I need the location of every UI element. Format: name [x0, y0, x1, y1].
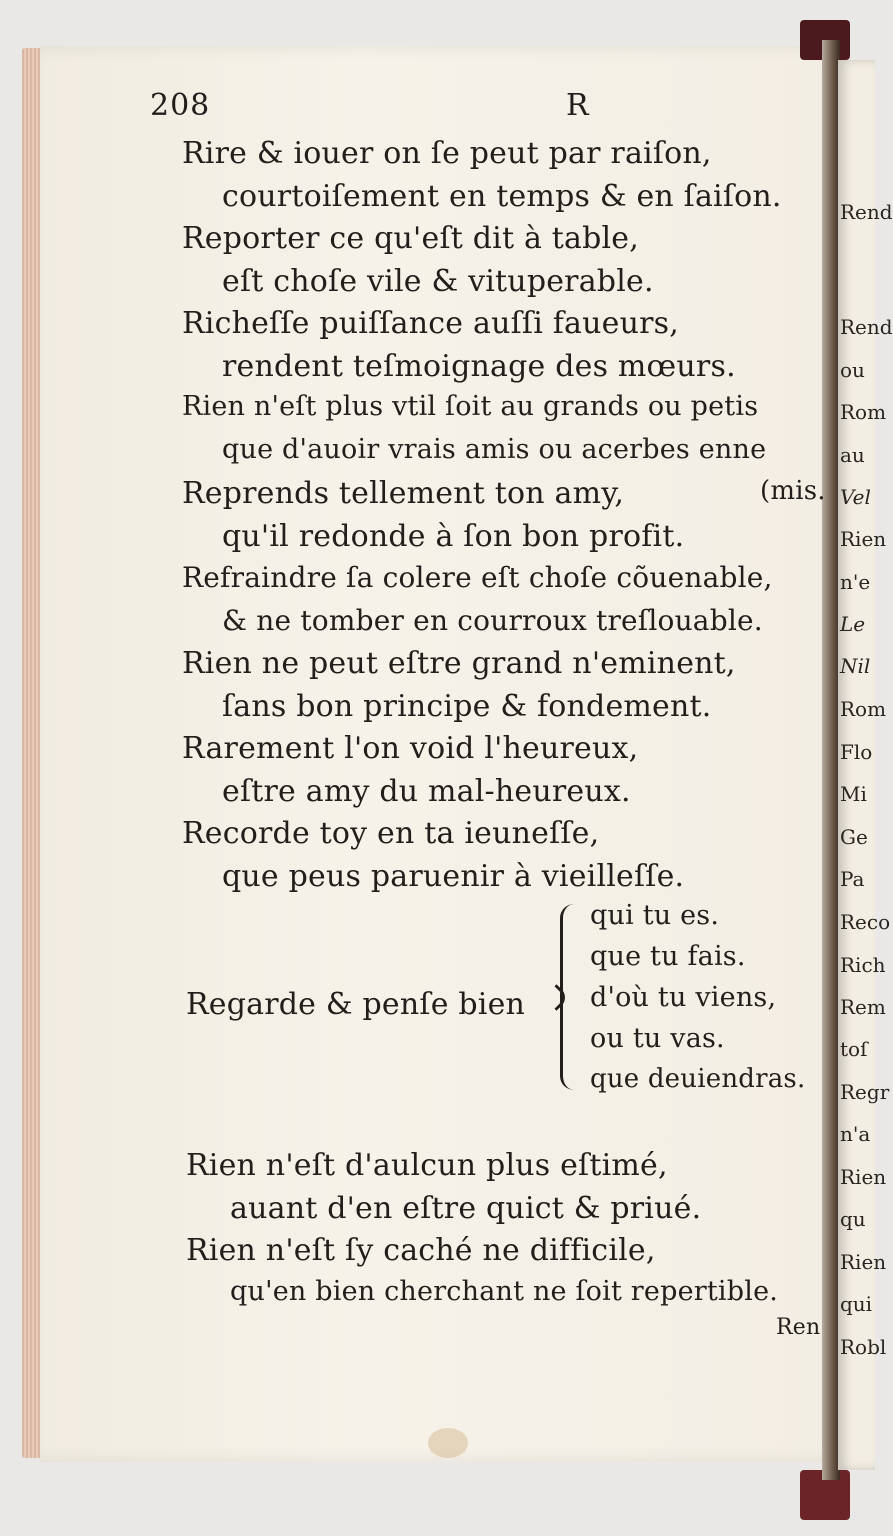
section-letter: R	[566, 88, 590, 123]
facing-fragment: Reco	[840, 910, 891, 934]
facing-fragment: Rend	[840, 315, 893, 339]
verse-line: Rien n'eſt d'aulcun plus eſtimé,	[186, 1148, 668, 1183]
verse-line: courtoiſement en temps & en ſaiſon.	[222, 179, 782, 214]
verse-line: eſt choſe vile & vituperable.	[222, 264, 654, 299]
verse-line: Refraindre ſa colere eſt choſe cõuenable,	[182, 561, 773, 594]
verse-line: auant d'en eſtre quict & priué.	[230, 1191, 702, 1226]
verse-line: eſtre amy du mal-heureux.	[222, 774, 631, 809]
facing-fragment: Pa	[840, 867, 865, 891]
facing-fragment: Rich	[840, 953, 886, 977]
facing-fragment: Rend	[840, 200, 893, 224]
facing-fragment: Regr	[840, 1080, 890, 1104]
facing-fragment: Le	[840, 612, 866, 636]
facing-fragment: Mi	[840, 782, 867, 806]
regarde-item: d'où tu viens,	[590, 982, 777, 1013]
facing-fragment: Ge	[840, 825, 868, 849]
verse-line: Richeſſe puiſſance auſſi faueurs,	[182, 306, 679, 341]
facing-fragment: toſ	[840, 1037, 868, 1061]
facing-fragment: qu	[840, 1207, 866, 1231]
facing-fragment: Flo	[840, 740, 873, 764]
facing-fragment: au	[840, 443, 865, 467]
facing-fragment: ou	[840, 358, 865, 382]
facing-fragment: Rien	[840, 1165, 887, 1189]
facing-fragment: Rien	[840, 1250, 887, 1274]
regarde-item: ou tu vas.	[590, 1023, 725, 1054]
verse-line: Reporter ce qu'eſt dit à table,	[182, 221, 639, 256]
verse-line: & ne tomber en courroux treſlouable.	[222, 604, 763, 637]
facing-fragment: Robl	[840, 1335, 887, 1359]
regarde-lead: Regarde & penſe bien	[186, 987, 526, 1022]
facing-fragment: Rom	[840, 697, 887, 721]
curly-brace	[560, 904, 583, 1090]
facing-fragment: Nil	[840, 654, 871, 678]
verse-line: qu'en bien cherchant ne ſoit repertible.	[230, 1276, 779, 1307]
verse-line: ſans bon principe & fondement.	[222, 689, 712, 724]
verse-line: qu'il redonde à ſon bon profit.	[222, 519, 685, 554]
regarde-item: que tu fais.	[590, 941, 746, 972]
verse-line: rendent teſmoignage des mœurs.	[222, 349, 736, 384]
facing-fragment: Vel	[840, 485, 871, 509]
verse-line: Recorde toy en ta ieuneſſe,	[182, 816, 600, 851]
verse-line: Rien n'eſt plus vtil ſoit au grands ou petis	[182, 391, 759, 422]
verse-line: Rien n'eſt ſy caché ne difficile,	[186, 1233, 656, 1268]
facing-fragment: n'e	[840, 570, 871, 594]
facing-page-edge	[838, 60, 893, 1470]
facing-fragment: n'a	[840, 1122, 871, 1146]
facing-fragment: Rien	[840, 527, 887, 551]
paper-stain	[428, 1428, 468, 1458]
verse-line-continuation: (mis.	[760, 476, 826, 506]
facing-fragment: Rem	[840, 995, 886, 1019]
verse-line: que peus paruenir à vieilleſſe.	[222, 859, 685, 894]
verse-line: Rien ne peut eſtre grand n'eminent,	[182, 646, 736, 681]
catchword: Ren	[776, 1315, 821, 1340]
facing-fragment: Rom	[840, 400, 887, 424]
page-number: 208	[150, 88, 211, 123]
regarde-item: que deuiendras.	[590, 1064, 806, 1094]
verse-line: que d'auoir vrais amis ou acerbes enne	[222, 434, 767, 465]
verse-line: Rarement l'on void l'heureux,	[182, 731, 639, 766]
verse-line: Rire & iouer on ſe peut par raiſon,	[182, 136, 712, 171]
facing-fragment: qui	[840, 1292, 873, 1316]
verse-line: Reprends tellement ton amy,	[182, 476, 625, 511]
regarde-item: qui tu es.	[590, 900, 720, 931]
